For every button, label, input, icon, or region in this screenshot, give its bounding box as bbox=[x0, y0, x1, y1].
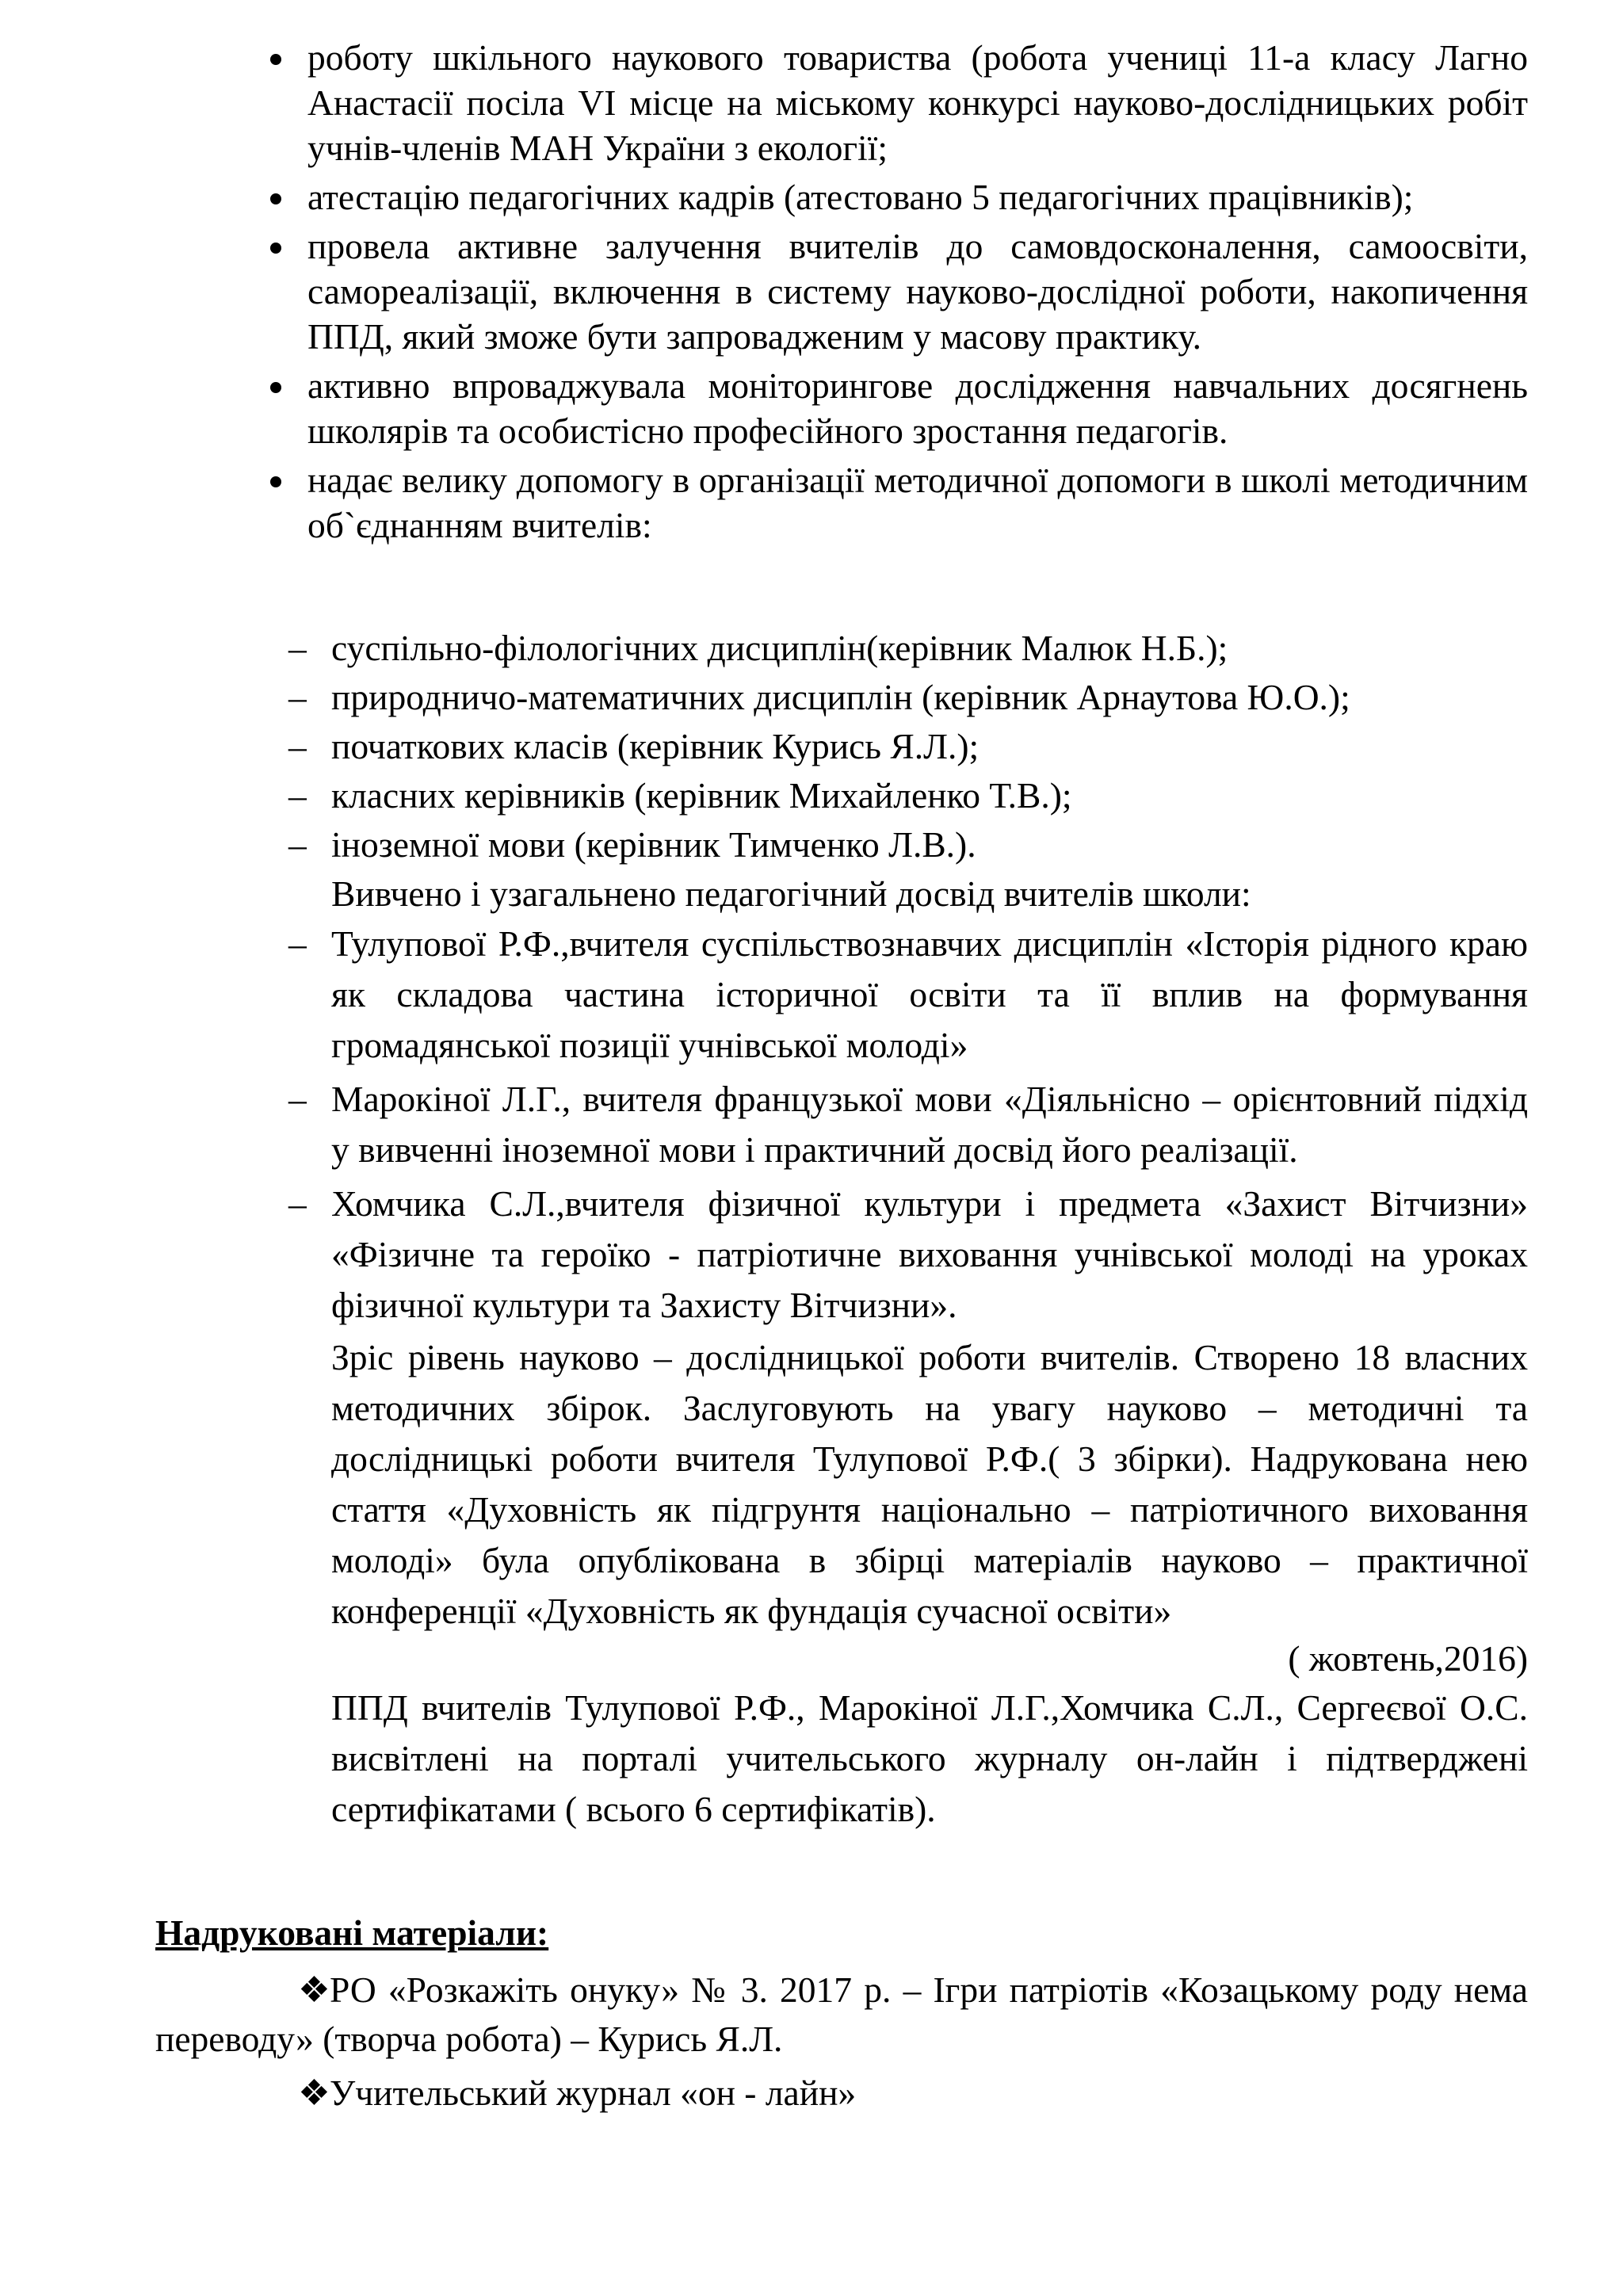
publication-first-line bbox=[155, 2073, 330, 2113]
list-item bbox=[288, 771, 1528, 820]
bullet-item bbox=[307, 223, 1528, 359]
research-paragraph: Зріс рівень науково – дослідницької роботи вчителів. Створено 18 власних методичних збірок. Заслуговують на увагу науково – методичні та дослідницькі роботи вчителя Тулупової Р.Ф.( 3 збірки). Надрукована нею стаття «Духовність як підгрунтя національно – патріотичного виховання молоді» була опублікована в збірці матеріалів науково – практичної конференції «Духовність як фундація сучасної освіти» bbox=[331, 1337, 1528, 1631]
bullet-text: надає велику допомогу в організації методичної допомоги в школі методичним об`єднанням вчителів: bbox=[307, 460, 1528, 545]
list-item bbox=[288, 722, 1528, 771]
experience-item bbox=[288, 1179, 1528, 1331]
dash-icon: – bbox=[288, 726, 307, 766]
research-date: ( жовтень,2016) bbox=[1288, 1638, 1528, 1679]
bullet-item bbox=[307, 363, 1528, 453]
list-item-text: суспільно-філологічних дисциплін(керівник Малюк Н.Б.); bbox=[331, 628, 1228, 668]
printed-materials-heading: Надруковані матеріали: bbox=[155, 1912, 549, 1953]
dash-icon: – bbox=[288, 923, 307, 964]
publication-first-line bbox=[155, 1969, 330, 2010]
list-item-text: класних керівників (керівник Михайленко Т.В.); bbox=[331, 775, 1072, 816]
experience-item-text: Хомчика С.Л.,вчителя фізичної культури і предмета «Захист Вітчизни» «Фізичне та героїко - патріотичне виховання учнівської молоді на уроках фізичної культури та Захисту Вітчизни». bbox=[331, 1183, 1528, 1325]
bullet-text: провела активне залучення вчителів до самовдосконалення, самоосвіти, самореалізації, включення в систему науково-дослідної роботи, накопичення ППД, який зможе бути запровадженим у масову практику. bbox=[307, 226, 1528, 357]
publication-item bbox=[155, 2069, 1528, 2118]
experience-item-text: Тулупової Р.Ф.,вчителя суспільствознавчих дисциплін «Історія рідного краю як складова частина історичної освіти та її вплив на формування громадянської позиції учнівської молоді» bbox=[331, 923, 1528, 1065]
bullet-item bbox=[307, 457, 1528, 548]
bullet-item bbox=[307, 174, 1528, 220]
bullet-text: активно впроваджувала моніторингове дослідження навчальних досягнень школярів та особистісно професійного зростання педагогів. bbox=[307, 365, 1528, 451]
ppd-paragraph: ППД вчителів Тулупової Р.Ф., Марокіної Л.Г.,Хомчика С.Л., Сергеєвої О.С. висвітлені на порталі учительського журналу он-лайн і підтверджені сертифікатами ( всього 6 сертифікатів). bbox=[331, 1687, 1528, 1829]
bullet-icon bbox=[260, 174, 292, 220]
experience-item bbox=[288, 919, 1528, 1071]
dash-icon: – bbox=[288, 1183, 307, 1224]
experience-item-text: Марокіної Л.Г., вчителя французької мови «Діяльнісно – орієнтовний підхід у вивченні іноземної мови і практичний досвід його реалізації. bbox=[331, 1079, 1528, 1170]
bullet-text: роботу шкільного наукового товариства (робота учениці 11-а класу Лагно Анастасії посіла VI місце на міському конкурсі науково-дослідницьких робіт учнів-членів МАН України з екології; bbox=[307, 37, 1528, 168]
bullet-icon bbox=[260, 35, 292, 80]
dash-icon: – bbox=[288, 824, 307, 865]
list-item bbox=[288, 624, 1528, 673]
methodical-groups-list bbox=[288, 624, 1528, 1835]
publication-text: РО «Розкажіть онуку» № 3. 2017 р. – Ігри патріотів «Козацькому роду нема переводу» (творча робота) – Курись Я.Л. bbox=[155, 1969, 1528, 2059]
bullet-icon bbox=[260, 223, 292, 269]
list-item bbox=[288, 673, 1528, 722]
experience-item bbox=[288, 1074, 1528, 1175]
list-item-text: іноземної мови (керівник Тимченко Л.В.). bbox=[331, 824, 976, 865]
bullet-icon bbox=[260, 457, 292, 502]
list-item-text: початкових класів (керівник Курись Я.Л.); bbox=[331, 726, 980, 766]
experience-intro: Вивчено і узагальнено педагогічний досвід вчителів школи: bbox=[331, 873, 1251, 914]
bullet-icon bbox=[260, 363, 292, 408]
dash-icon: – bbox=[288, 677, 307, 717]
publication-text: Учительський журнал «он - лайн» bbox=[330, 2073, 857, 2113]
dash-icon: – bbox=[288, 628, 307, 668]
list-item bbox=[288, 820, 1528, 869]
activity-bullet-list bbox=[307, 35, 1528, 548]
dash-icon: – bbox=[288, 775, 307, 816]
dash-icon: – bbox=[288, 1079, 307, 1119]
bullet-item bbox=[307, 35, 1528, 170]
diamond-bullet-icon: ❖ bbox=[298, 2073, 330, 2113]
bullet-text: атестацію педагогічних кадрів (атестовано 5 педагогічних працівників); bbox=[307, 177, 1414, 217]
publication-item bbox=[155, 1966, 1528, 2064]
list-item-text: природничо-математичних дисциплін (керівник Арнаутова Ю.О.); bbox=[331, 677, 1350, 717]
diamond-bullet-icon: ❖ bbox=[298, 1969, 330, 2010]
